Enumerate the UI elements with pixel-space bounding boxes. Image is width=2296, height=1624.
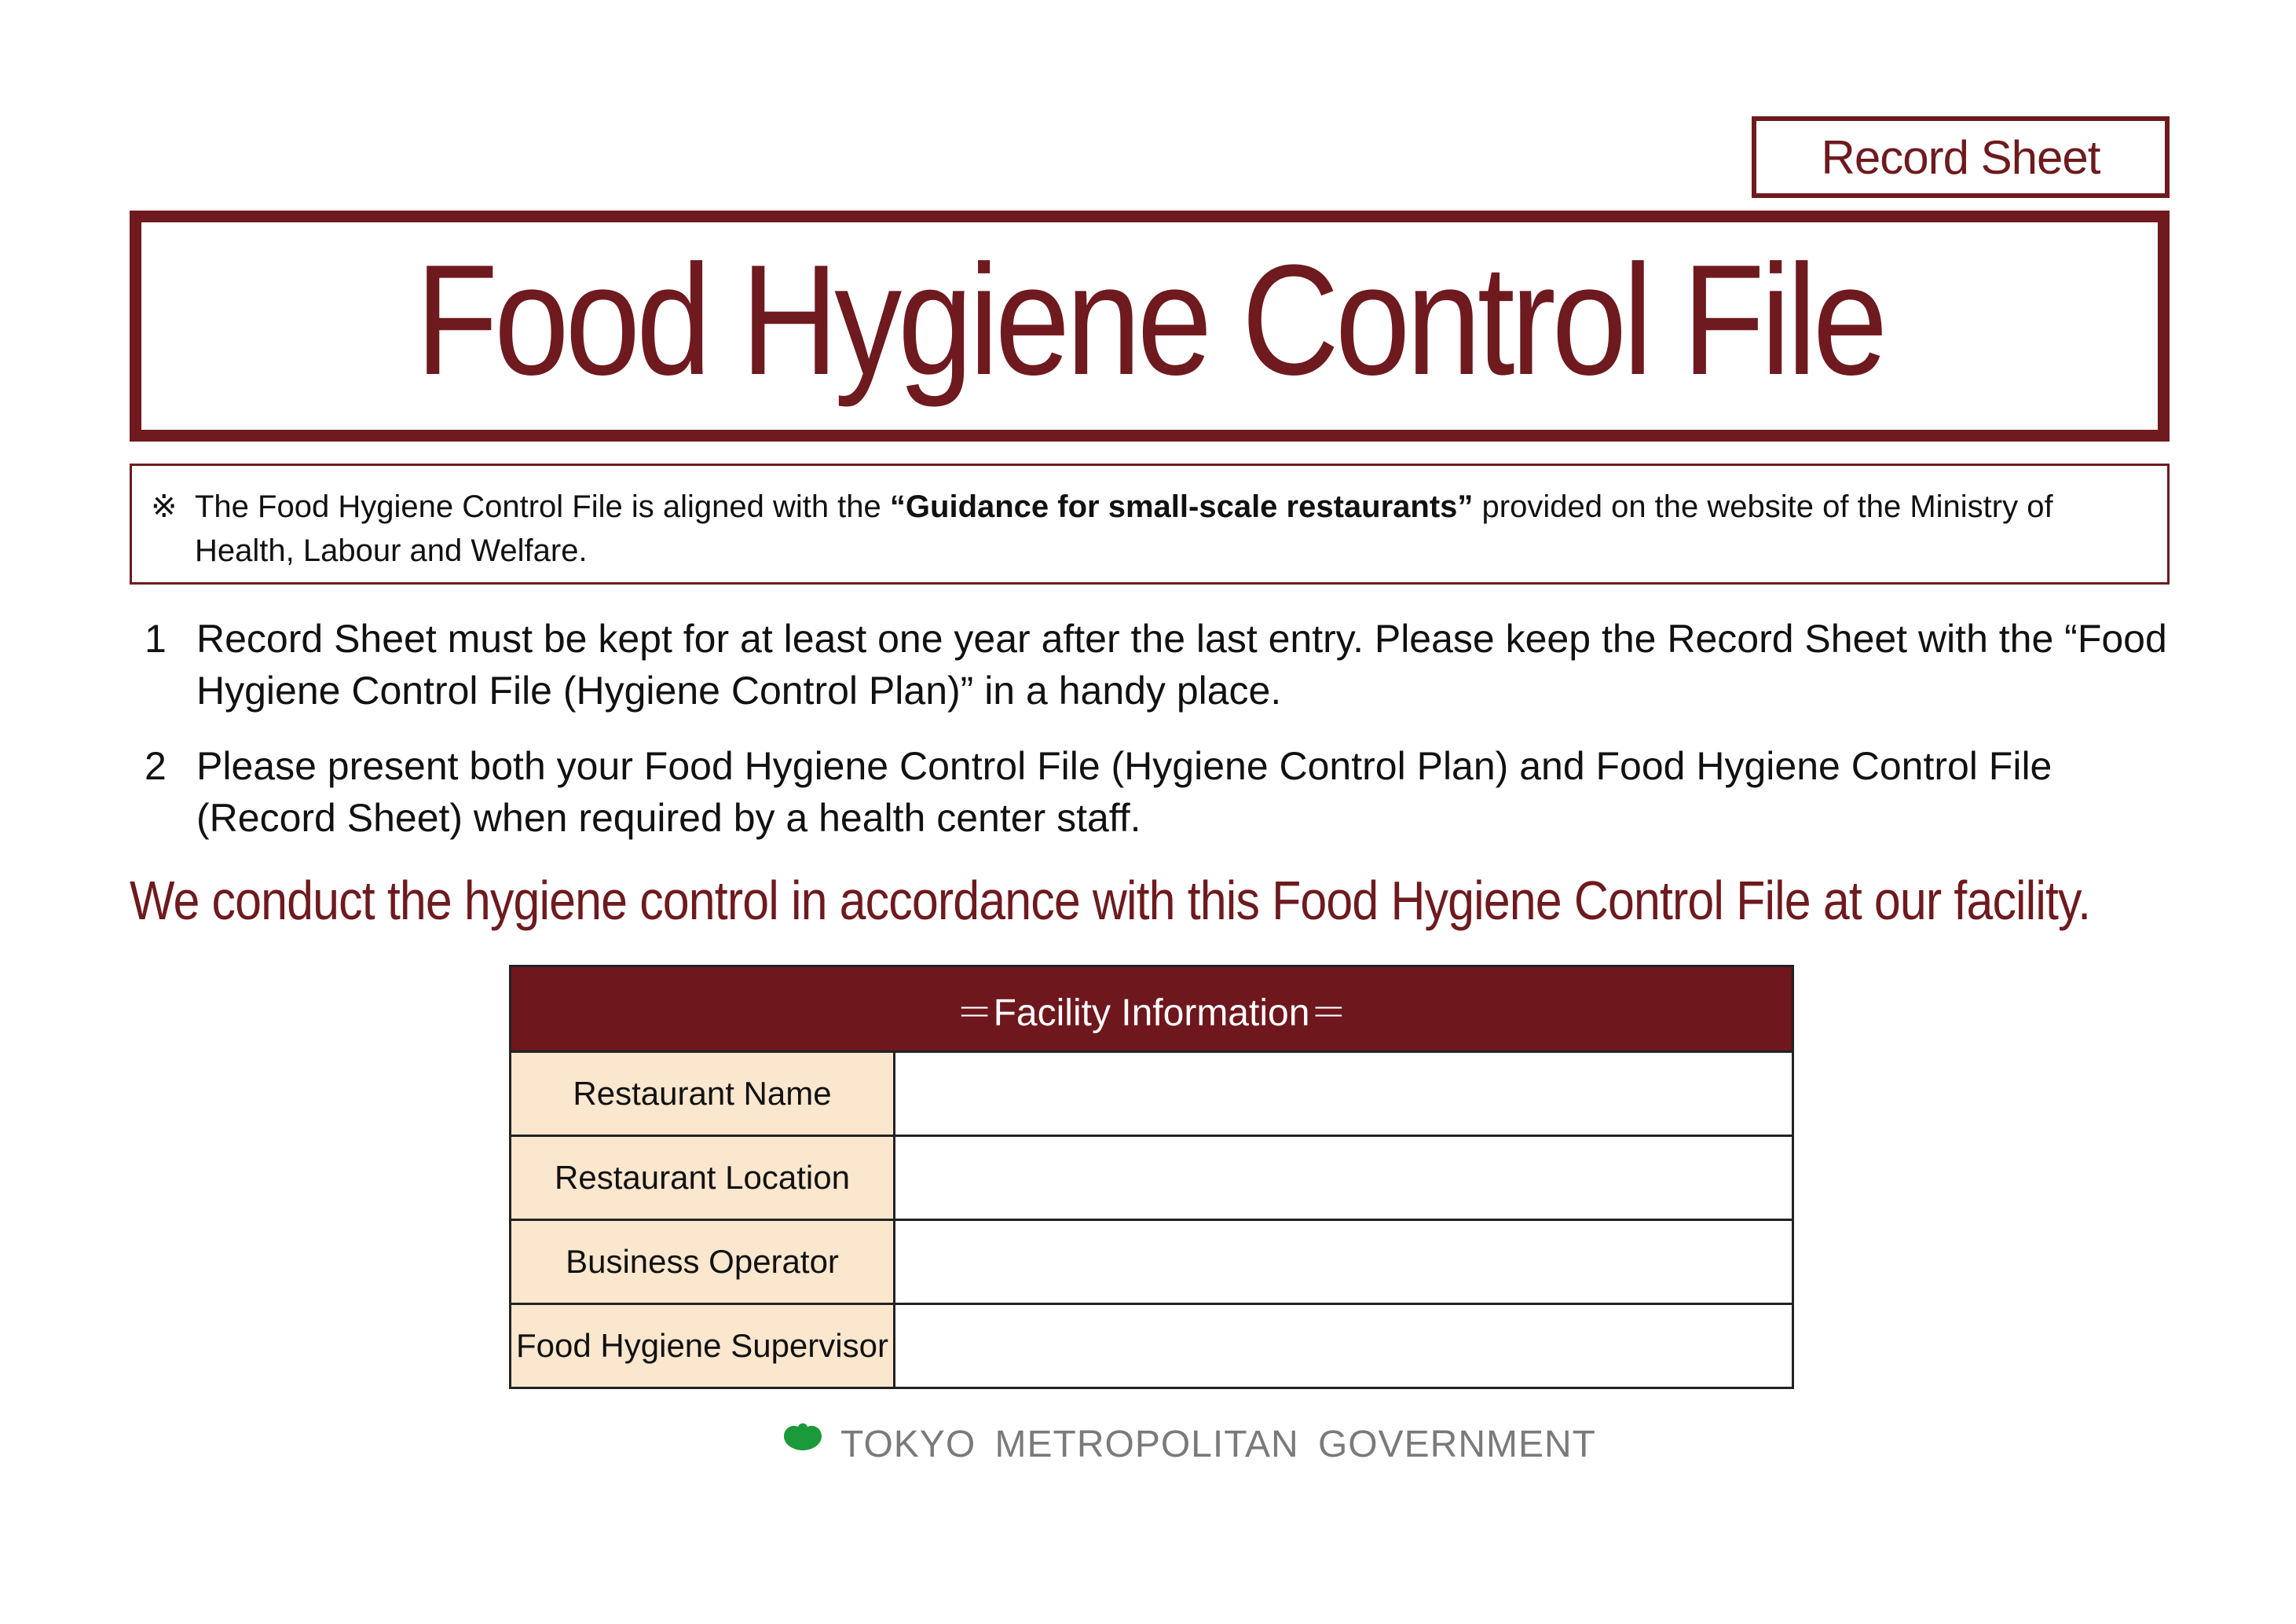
guidance-note-text [195,485,2144,573]
guidance-note [130,464,2170,585]
restaurant-name-field[interactable] [895,1052,1793,1136]
facility-information-table [509,965,1794,1389]
footer-logo [781,1419,1596,1470]
instruction-list [141,613,2199,867]
business-operator-label: Business Operator [511,1220,895,1304]
note-text-before: The Food Hygiene Control File is aligned with the [195,489,890,524]
instruction-number: 1 [145,617,167,661]
instruction-text: Record Sheet must be kept for at least one year after the last entry. Please keep the Record Sheet with the “Food Hygiene Control File (Hygiene Control Plan)” in a handy place. [196,617,2167,713]
restaurant-location-label: Restaurant Location [511,1136,895,1220]
compliance-statement: We conduct the hygiene control in accordance with this Food Hygiene Control File at our facility. [130,870,2091,931]
food-hygiene-supervisor-label: Food Hygiene Supervisor [511,1304,895,1388]
instruction-item [141,740,2199,844]
facility-information-heading: ＝Facility Information＝ [511,966,1793,1052]
note-text-bold: “Guidance for small-scale restaurants” [889,489,1474,524]
record-sheet-tag-label: Record Sheet [1821,130,2100,184]
instruction-number: 2 [145,744,167,788]
food-hygiene-supervisor-field[interactable] [895,1304,1793,1388]
table-row [511,1136,1793,1220]
record-sheet-tag [1752,116,2170,198]
title-box [130,211,2170,442]
ginkgo-leaf-icon [781,1419,825,1470]
reference-mark-icon: ※ [151,489,178,524]
note-text-after: provided on the website of the Ministry of Health, Labour and Welfare. [195,489,2053,568]
footer-organization-name: TOKYO METROPOLITAN GOVERNMENT [840,1424,1596,1465]
page-title: Food Hygiene Control File [415,233,1884,408]
table-row [511,1304,1793,1388]
instruction-text: Please present both your Food Hygiene Control File (Hygiene Control Plan) and Food Hygiene Control File (Record Sheet) when required by a health center staff. [196,744,2052,840]
instruction-item [141,613,2199,717]
restaurant-location-field[interactable] [895,1136,1793,1220]
restaurant-name-label: Restaurant Name [511,1052,895,1136]
table-row [511,1220,1793,1304]
table-row [511,1052,1793,1136]
business-operator-field[interactable] [895,1220,1793,1304]
